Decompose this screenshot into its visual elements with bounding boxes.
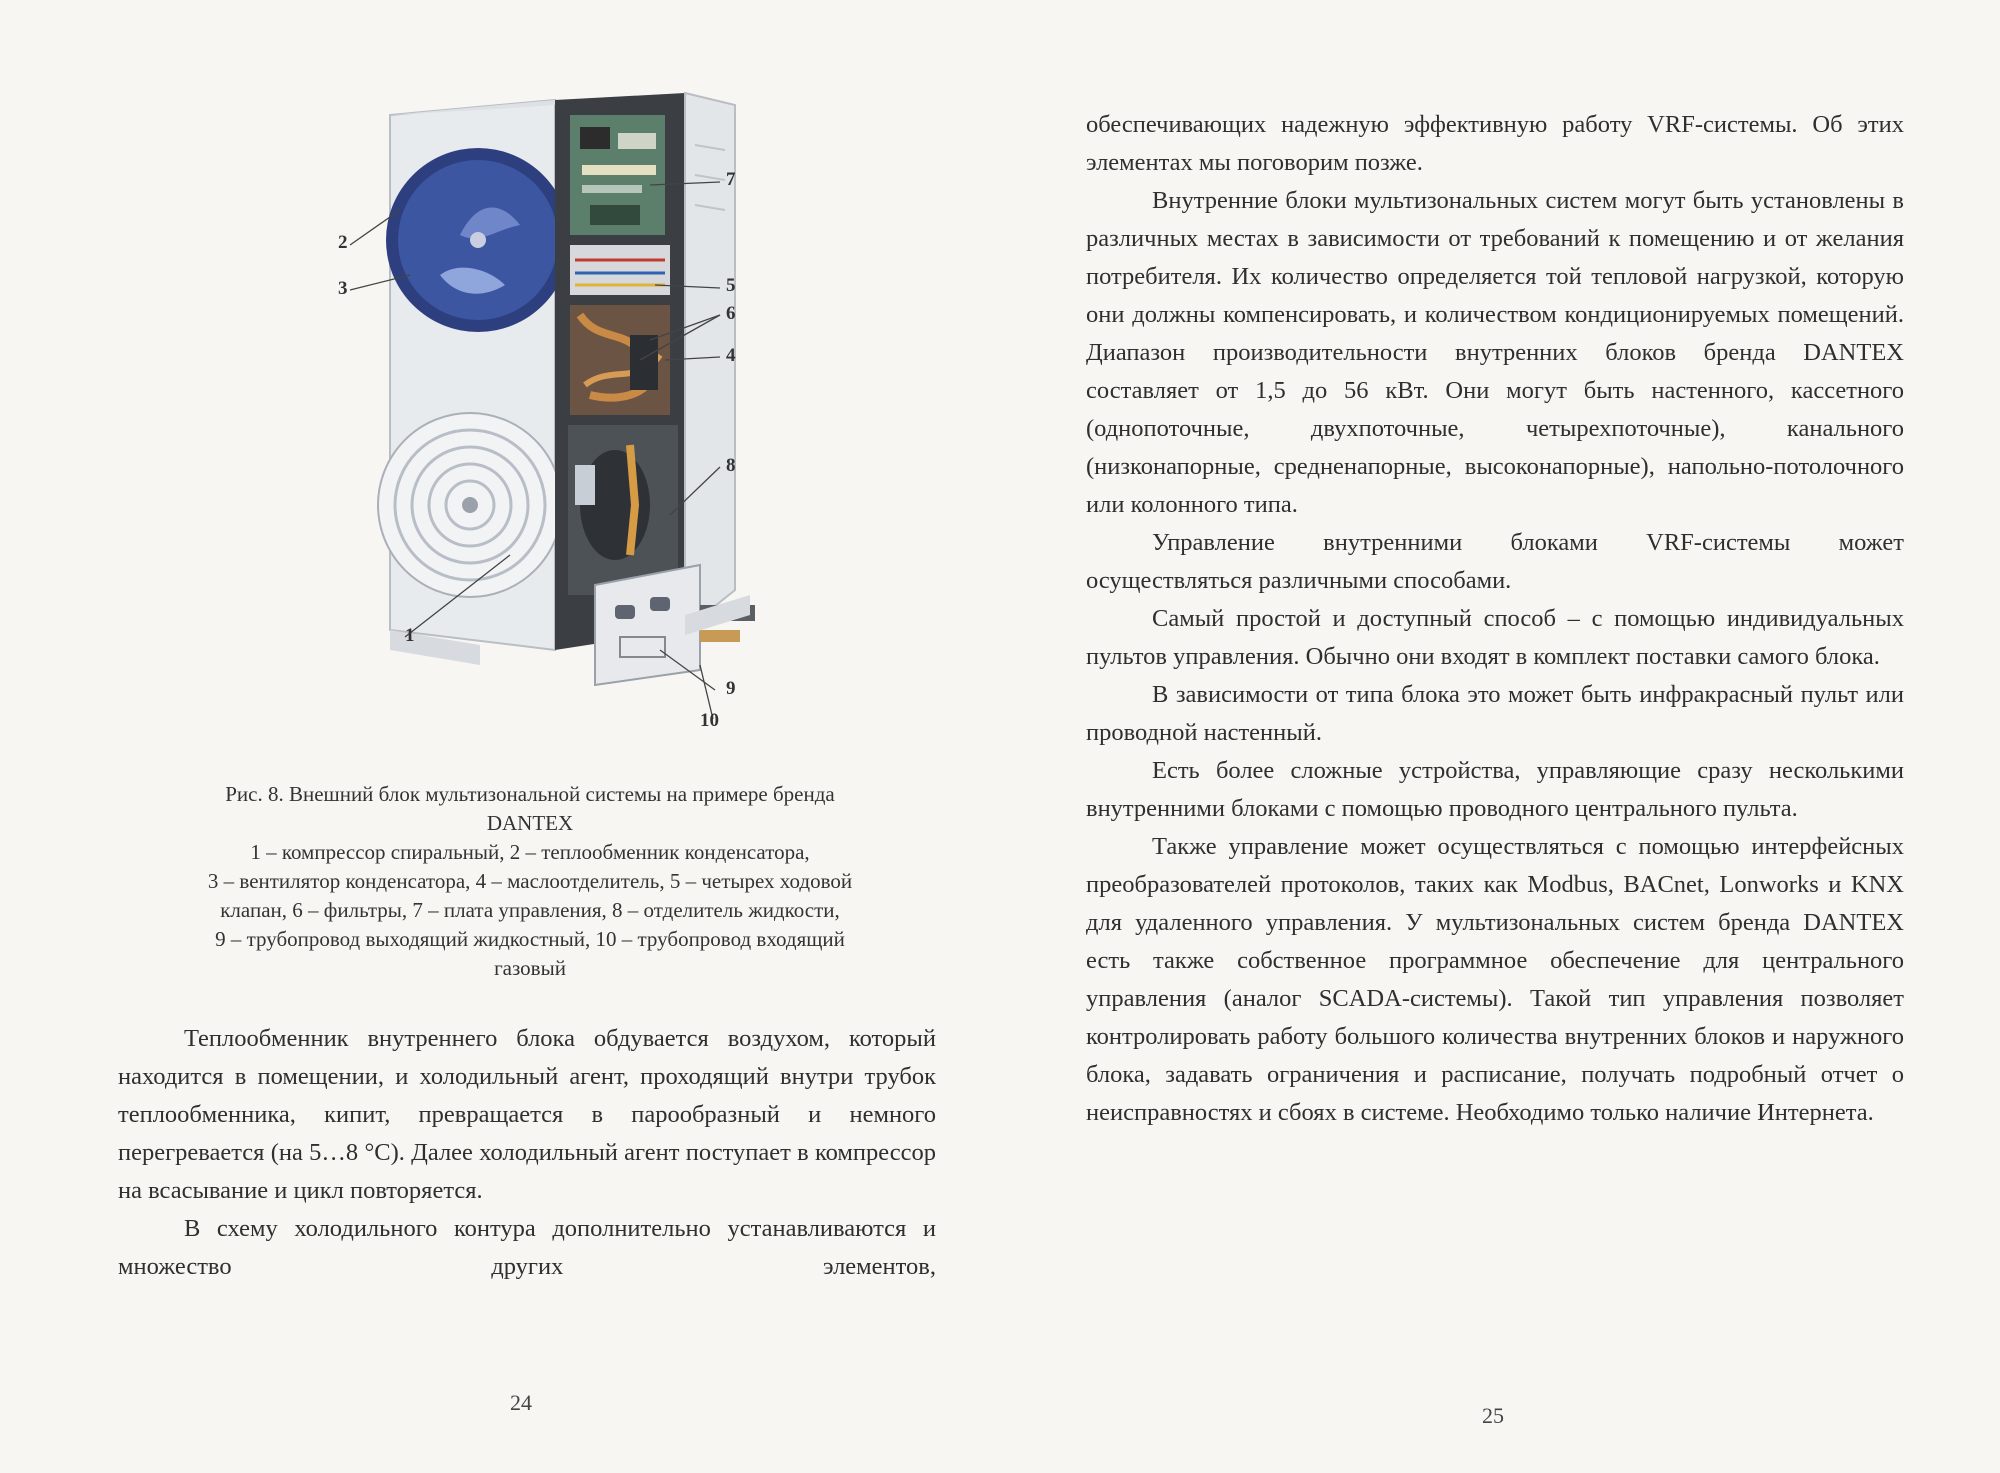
paragraph: Управление внутренними блоками VRF-системы может осуществляться различными способами. bbox=[1086, 529, 1904, 594]
callout-3: 3 bbox=[338, 278, 348, 299]
right-body-text bbox=[1086, 106, 1904, 1132]
page-number-right: 25 bbox=[1482, 1403, 1504, 1428]
callout-5: 5 bbox=[726, 275, 736, 296]
left-body-text bbox=[118, 1020, 936, 1286]
callout-9: 9 bbox=[726, 678, 736, 699]
paragraph: Внутренние блоки мультизональных систем могут быть установлены в различных местах в зависимости от требований к помещению и от желания потребителя. Их количество определяется той тепловой нагрузкой, которую они должны компенсировать, и количеством кондиционируемых помещений. Диапазон производительности внутренних блоков бренда DANTEX составляет от 1,5 до 56 кВт. Они могут быть настенного, кассетного (однопоточные, двухпоточные, четырехпоточные), канального (низконапорные, средненапорные, высоконапорные), напольно-потолочного или колонного типа. bbox=[1086, 187, 1904, 518]
paragraph: В зависимости от типа блока это может быть инфракрасный пульт или проводной настенный. bbox=[1086, 681, 1904, 746]
caption-legend-line2: 3 – вентилятор конденсатора, 4 – маслоотделитель, 5 – четырех ходовой bbox=[207, 869, 853, 893]
paragraph: Есть более сложные устройства, управляющие сразу несколькими внутренними блоками с помощью проводного центрального пульта. bbox=[1086, 757, 1904, 822]
page-number-left: 24 bbox=[510, 1390, 532, 1415]
paragraph: Самый простой и доступный способ – с помощью индивидуальных пультов управления. Обычно они входят в комплект поставки самого блока. bbox=[1086, 605, 1904, 670]
caption-legend-line1: 1 – компрессор спиральный, 2 – теплообменник конденсатора, bbox=[250, 840, 810, 864]
caption-legend-line5: газовый bbox=[494, 956, 566, 980]
callout-1: 1 bbox=[405, 625, 415, 646]
outdoor-unit-illustration bbox=[330, 85, 790, 735]
callout-8: 8 bbox=[726, 455, 736, 476]
figure-caption bbox=[120, 780, 940, 983]
paragraph: Также управление может осуществляться с помощью интерфейсных преобразователей протоколов, таких как Modbus, BACnet, Lonworks и KNX для удаленного управления. У мультизональных систем бренда DANTEX есть также собственное программное обеспечение для центрального управления (аналог SCADA-системы). Такой тип управления позволяет контролировать работу большого количества внутренних блоков и наружного блока, задавать ограничения и расписание, получать подробный отчет о неисправностях и сбоях в системе. Необходимо только наличие Интернета. bbox=[1086, 833, 1904, 1126]
paragraph: Теплообменник внутреннего блока обдувается воздухом, который находится в помещении, и холодильный агент, проходящий внутри трубок теплообменника, кипит, превращается в парообразный и немного перегревается (на 5…8 °С). Далее холодильный агент поступает в компрессор на всасывание и цикл повторяется. bbox=[118, 1025, 936, 1204]
callout-6: 6 bbox=[726, 303, 736, 324]
callout-10: 10 bbox=[700, 710, 719, 731]
caption-legend-line4: 9 – трубопровод выходящий жидкостный, 10 – трубопровод входящий bbox=[215, 927, 845, 951]
caption-legend-line3: клапан, 6 – фильтры, 7 – плата управления, 8 – отделитель жидкости, bbox=[220, 898, 840, 922]
caption-title-line1: Рис. 8. Внешний блок мультизональной системы на примере бренда bbox=[225, 782, 835, 806]
paragraph: В схему холодильного контура дополнительно устанавливаются и множество других элементов, bbox=[118, 1215, 936, 1280]
callout-2: 2 bbox=[338, 232, 348, 253]
caption-title-line2: DANTEX bbox=[486, 811, 574, 835]
callout-7: 7 bbox=[726, 169, 736, 190]
right-page bbox=[1000, 0, 2000, 1473]
callout-4: 4 bbox=[726, 345, 736, 366]
paragraph-continuation: обеспечивающих надежную эффективную работу VRF-системы. Об этих элементах мы поговорим позже. bbox=[1086, 111, 1904, 176]
outdoor-unit-figure bbox=[330, 85, 790, 735]
